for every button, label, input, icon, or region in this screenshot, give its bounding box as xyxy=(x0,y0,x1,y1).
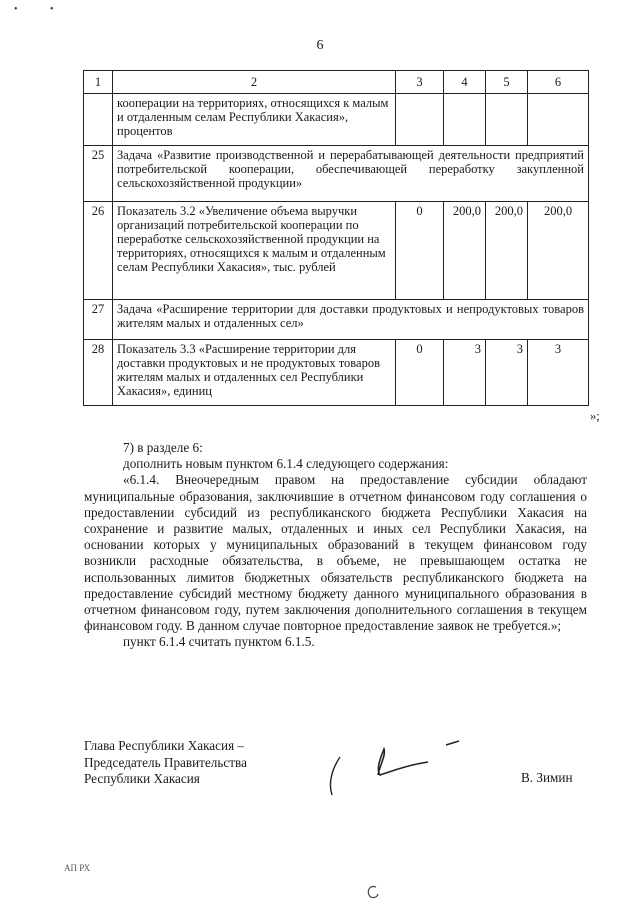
corner-mark: • xyxy=(14,4,18,15)
signer-name: В. Зимин xyxy=(521,770,573,785)
row-value xyxy=(528,94,589,146)
row-indicator-text: Показатель 3.2 «Увеличение объема выручки организаций потребительской кооперации по переработке сельскохозяйственной продукции на территориях, относящихся к малым и отдаленным селам Республики Хакасия», тыс. рублей xyxy=(113,202,396,300)
signatory-title xyxy=(84,738,247,788)
table-row-task xyxy=(84,146,589,202)
row-value xyxy=(396,94,444,146)
add-point-line: дополнить новым пунктом 6.1.4 следующего содержания: xyxy=(123,456,449,472)
row-value: 200,0 xyxy=(486,202,528,300)
table-closing-quote: »; xyxy=(590,409,600,423)
row-value: 3 xyxy=(528,340,589,406)
scan-mark-icon xyxy=(366,884,380,900)
footer-mark: АП РХ xyxy=(64,863,91,873)
table-row xyxy=(84,202,589,300)
row-value: 0 xyxy=(396,202,444,300)
indicators-table xyxy=(83,70,589,406)
page-number: 6 xyxy=(316,38,324,53)
row-value xyxy=(444,94,486,146)
row-value: 200,0 xyxy=(528,202,589,300)
row-number xyxy=(84,94,113,146)
row-value: 3 xyxy=(486,340,528,406)
point-6-1-4: «6.1.4. Внеочередным правом на предоставление субсидии обладают муниципальные образования, заключившие в отчетном финансовом году соглашения о предоставлении субсидий из республиканского бюджета Республики Хакасия на сохранение и развитие малых, отдаленных и иных сел Республики Хакасия, на основании которых у муниципальных образований в текущем финансовом году возникли расходные обязательства, в объеме, не превышающем остатка не использованных лимитов бюджетных обязательств республиканского бюджета на предоставление субсидий местному бюджету данного муниципального образования в отчетном финансовом году, путем заключения дополнительного соглашения в текущем финансовом году. В данном случае повторное предоставление заявок не требуется.»; xyxy=(84,472,587,634)
signatory-line: Глава Республики Хакасия – xyxy=(84,738,245,753)
item-7: 7) в разделе 6: xyxy=(123,440,203,455)
table-row xyxy=(84,94,589,146)
signatory-line: Республики Хакасия xyxy=(84,771,200,786)
signatory-line: Председатель Правительства xyxy=(84,754,247,770)
amendment-text xyxy=(84,440,587,651)
row-number: 28 xyxy=(84,340,113,406)
table-header-cell: 1 xyxy=(84,71,113,94)
row-value: 200,0 xyxy=(444,202,486,300)
row-value: 0 xyxy=(396,340,444,406)
table-header-cell: 6 xyxy=(528,71,589,94)
row-number: 27 xyxy=(84,300,113,340)
row-value xyxy=(486,94,528,146)
corner-mark: • xyxy=(50,4,54,15)
row-number: 25 xyxy=(84,146,113,202)
table-header-cell: 4 xyxy=(444,71,486,94)
renumber-line: пункт 6.1.4 считать пунктом 6.1.5. xyxy=(123,634,315,650)
table-header-cell: 5 xyxy=(486,71,528,94)
table-header-cell: 3 xyxy=(396,71,444,94)
row-value: 3 xyxy=(444,340,486,406)
handwritten-signature xyxy=(310,735,470,805)
row-task-text: Задача «Развитие производственной и перерабатывающей деятельности предприятий потребительской кооперации, обеспечивающей переработку закупленной сельскохозяйственной продукции» xyxy=(113,146,589,202)
row-number: 26 xyxy=(84,202,113,300)
row-indicator-text: Показатель 3.3 «Расширение территории для доставки продуктовых и не продуктовых товаров жителям малых и отдаленных сел Республики Хакасия», единиц xyxy=(113,340,396,406)
table-row-task xyxy=(84,300,589,340)
row-task-text: Задача «Расширение территории для доставки продуктовых и непродуктовых товаров жителям малых и отдаленных сел» xyxy=(113,300,589,340)
table-header-row xyxy=(84,71,589,94)
table-header-cell: 2 xyxy=(113,71,396,94)
table-row xyxy=(84,340,589,406)
row-indicator-text: кооперации на территориях, относящихся к малым и отдаленным селам Республики Хакасия», процентов xyxy=(113,94,396,146)
